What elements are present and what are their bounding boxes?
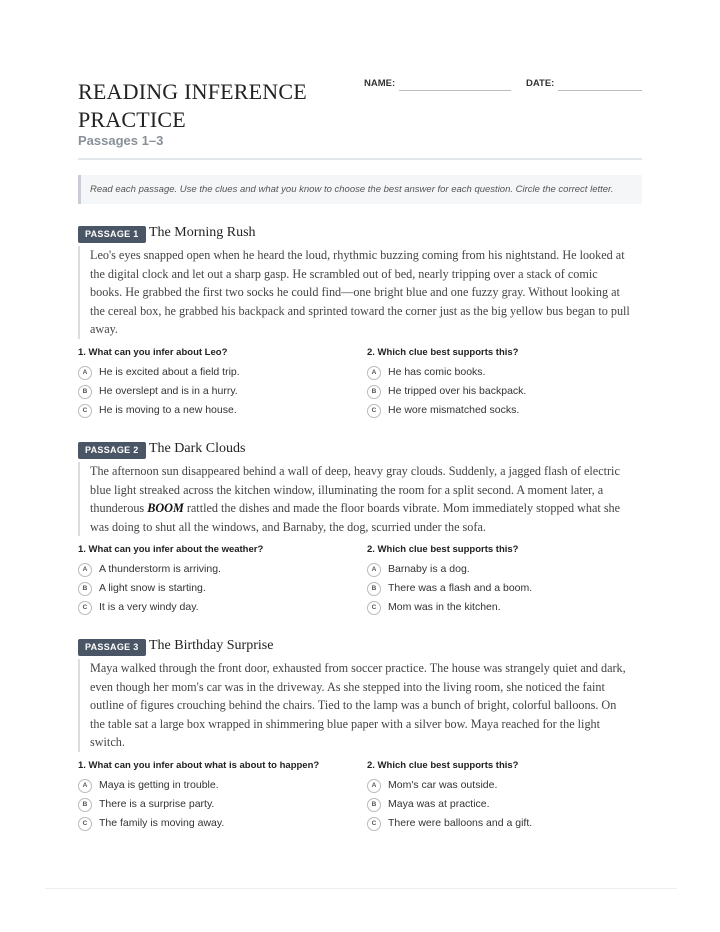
passage-text bbox=[78, 462, 631, 536]
passage-header bbox=[78, 442, 642, 460]
worksheet-header bbox=[78, 78, 642, 160]
answer-option-a[interactable] bbox=[78, 563, 348, 582]
answer-option-c[interactable] bbox=[78, 817, 348, 836]
option-text: Mom was in the kitchen. bbox=[388, 601, 501, 613]
option-letter-circle[interactable]: C bbox=[367, 817, 381, 831]
passage-header bbox=[78, 226, 642, 244]
emphasized-word: BOOM bbox=[147, 501, 184, 516]
option-text: He tripped over his backpack. bbox=[388, 385, 527, 397]
option-text: He wore mismatched socks. bbox=[388, 404, 520, 416]
passage-text: Leo's eyes snapped open when he heard the loud, rhythmic buzzing coming from his nightstand. He looked at the digital clock and let out a sharp gasp. He scrambled out of bed, nearly tripping over a stack of comic books. He grabbed the first two socks he could find—one bright blue and one fuzzy gray. Without looking at the cereal box, he grabbed his backpack and sprinted toward the corner just as the big yellow bus began to pull away. bbox=[78, 246, 631, 339]
answer-option-c[interactable] bbox=[367, 601, 637, 620]
answer-option-a[interactable] bbox=[367, 779, 637, 798]
question-prompt: 2. Which clue best supports this? bbox=[367, 347, 519, 358]
question-1 bbox=[78, 760, 348, 836]
header-divider bbox=[78, 158, 642, 160]
passage-text: Maya walked through the front door, exhausted from soccer practice. The house was strangely quiet and dark, even though her mom's car was in the driveway. As she stepped into the living room, she noticed the faint outline of figures crouching behind the chairs. Tied to the lamp was a bunch of bright, colorful balloons. On the table sat a large box wrapped in shimmering blue paper with a silver bow. Maya reached for the light switch. bbox=[78, 659, 631, 752]
answer-option-a[interactable] bbox=[367, 563, 637, 582]
option-letter-circle[interactable]: A bbox=[78, 779, 92, 793]
option-letter-circle[interactable]: B bbox=[367, 385, 381, 399]
question-prompt: 1. What can you infer about Leo? bbox=[78, 347, 228, 358]
answer-option-a[interactable] bbox=[78, 366, 348, 385]
option-letter-circle[interactable]: A bbox=[367, 366, 381, 380]
question-2 bbox=[367, 760, 637, 836]
page-subtitle: Passages 1–3 bbox=[78, 133, 164, 148]
answer-option-c[interactable] bbox=[367, 817, 637, 836]
option-text: Mom's car was outside. bbox=[388, 779, 498, 791]
passage-title: The Morning Rush bbox=[149, 225, 256, 240]
option-letter-circle[interactable]: A bbox=[367, 563, 381, 577]
passage-badge: PASSAGE 2 bbox=[78, 442, 146, 459]
passage-text-start: The afternoon sun disappeared behind a wall of deep, heavy gray clouds. Suddenly, a jagged flash of electric blue light streaked across the kitchen window, illuminating the room for a split second. A moment later, a thunderous bbox=[90, 464, 620, 516]
question-prompt: 2. Which clue best supports this? bbox=[367, 760, 519, 771]
option-text: Maya was at practice. bbox=[388, 798, 490, 810]
option-letter-circle[interactable]: B bbox=[78, 582, 92, 596]
option-text: There was a flash and a boom. bbox=[388, 582, 533, 594]
option-text: He is excited about a field trip. bbox=[99, 366, 240, 378]
option-text: He is moving to a new house. bbox=[99, 404, 237, 416]
answer-option-c[interactable] bbox=[78, 404, 348, 423]
option-letter-circle[interactable]: B bbox=[78, 385, 92, 399]
date-field bbox=[526, 78, 554, 89]
option-letter-circle[interactable]: C bbox=[78, 601, 92, 615]
option-letter-circle[interactable]: B bbox=[367, 798, 381, 812]
page-title: READING INFERENCE PRACTICE bbox=[78, 79, 307, 132]
question-prompt: 1. What can you infer about the weather? bbox=[78, 544, 264, 555]
option-text: A thunderstorm is arriving. bbox=[99, 563, 221, 575]
answer-option-a[interactable] bbox=[78, 779, 348, 798]
option-text: He has comic books. bbox=[388, 366, 486, 378]
question-2 bbox=[367, 347, 637, 423]
option-letter-circle[interactable]: A bbox=[78, 563, 92, 577]
passage-2 bbox=[78, 441, 642, 534]
option-text: Maya is getting in trouble. bbox=[99, 779, 219, 791]
passage-badge: PASSAGE 3 bbox=[78, 639, 146, 656]
option-letter-circle[interactable]: A bbox=[78, 366, 92, 380]
question-1 bbox=[78, 347, 348, 423]
question-prompt: 2. Which clue best supports this? bbox=[367, 544, 519, 555]
option-letter-circle[interactable]: C bbox=[78, 404, 92, 418]
answer-option-b[interactable] bbox=[367, 798, 637, 817]
passage-badge: PASSAGE 1 bbox=[78, 226, 146, 243]
option-text: It is a very windy day. bbox=[99, 601, 199, 613]
option-letter-circle[interactable]: B bbox=[367, 582, 381, 596]
option-text: There were balloons and a gift. bbox=[388, 817, 533, 829]
option-text: The family is moving away. bbox=[99, 817, 225, 829]
question-2 bbox=[367, 544, 637, 620]
option-text: There is a surprise party. bbox=[99, 798, 215, 810]
answer-option-b[interactable] bbox=[78, 798, 348, 817]
name-label: NAME: bbox=[364, 78, 396, 89]
answer-option-a[interactable] bbox=[367, 366, 637, 385]
passage-header bbox=[78, 639, 642, 657]
option-letter-circle[interactable]: C bbox=[78, 817, 92, 831]
passage-text-end: rattled the dishes and made the floor boards vibrate. Mom immediately stopped what she was doing to shut all the windows, and Barnaby, the dog, scurried under the sofa. bbox=[90, 501, 621, 534]
option-letter-circle[interactable]: A bbox=[367, 779, 381, 793]
option-text: A light snow is starting. bbox=[99, 582, 206, 594]
answer-option-b[interactable] bbox=[78, 385, 348, 404]
question-prompt: 1. What can you infer about what is about to happen? bbox=[78, 760, 320, 771]
passage-3 bbox=[78, 638, 642, 750]
instructions-box: Read each passage. Use the clues and what you know to choose the best answer for each question. Circle the correct letter. bbox=[78, 175, 642, 204]
option-text: He overslept and is in a hurry. bbox=[99, 385, 238, 397]
name-field bbox=[364, 78, 395, 89]
passage-title: The Dark Clouds bbox=[149, 441, 246, 456]
answer-option-c[interactable] bbox=[78, 601, 348, 620]
name-line[interactable] bbox=[399, 90, 511, 91]
date-label: DATE: bbox=[526, 78, 555, 89]
option-text: Barnaby is a dog. bbox=[388, 563, 470, 575]
option-letter-circle[interactable]: C bbox=[367, 601, 381, 615]
passage-1 bbox=[78, 225, 642, 337]
answer-option-b[interactable] bbox=[367, 385, 637, 404]
answer-option-c[interactable] bbox=[367, 404, 637, 423]
date-line[interactable] bbox=[558, 90, 642, 91]
question-1 bbox=[78, 544, 348, 620]
footer-divider bbox=[45, 888, 677, 889]
option-letter-circle[interactable]: B bbox=[78, 798, 92, 812]
option-letter-circle[interactable]: C bbox=[367, 404, 381, 418]
passage-title: The Birthday Surprise bbox=[149, 638, 274, 653]
answer-option-b[interactable] bbox=[78, 582, 348, 601]
answer-option-b[interactable] bbox=[367, 582, 637, 601]
